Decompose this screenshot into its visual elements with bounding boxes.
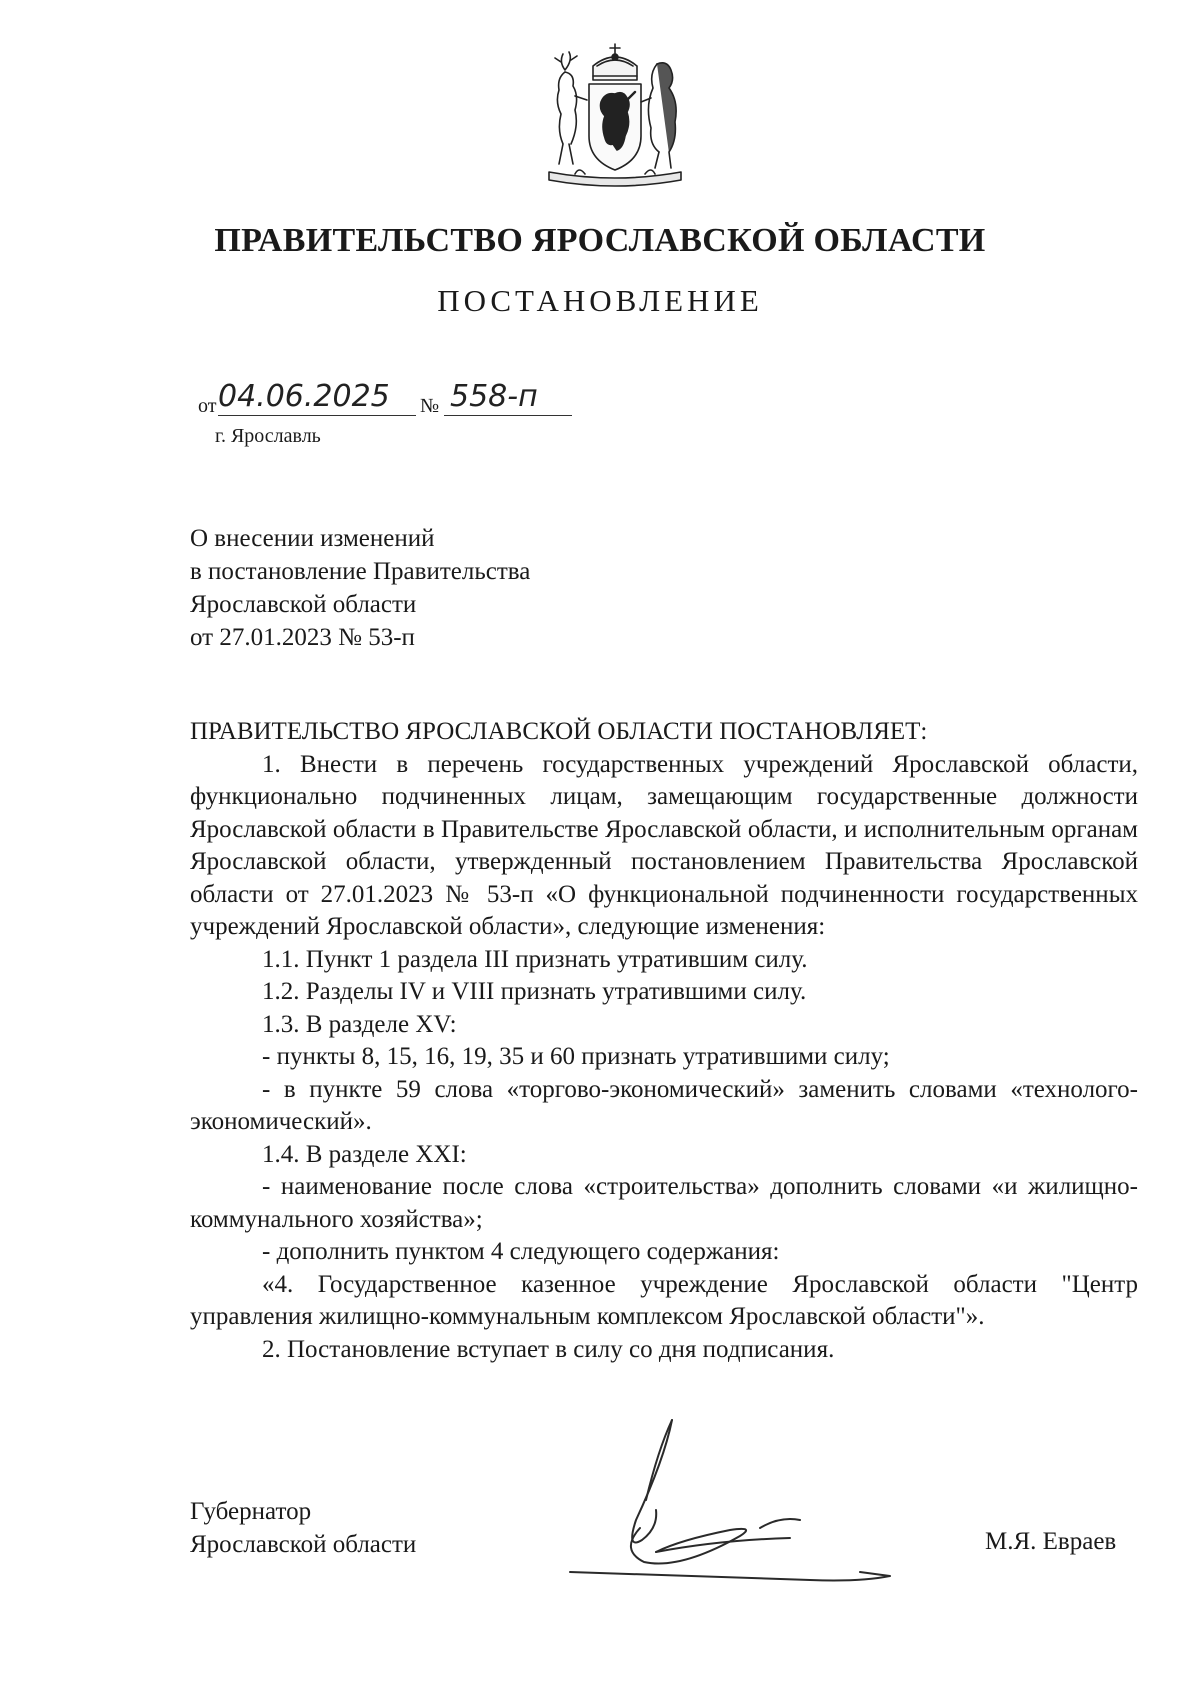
date-prefix: от: [198, 395, 217, 417]
date-underline: [218, 415, 416, 416]
subject-line: Ярославской области: [190, 591, 417, 618]
document-subject: [190, 522, 530, 654]
city: г. Ярославль: [215, 425, 321, 447]
signatory-position: [190, 1495, 416, 1561]
subject-line: в постановление Правительства: [190, 558, 531, 585]
item-1-1: 1.1. Пункт 1 раздела III признать утратившим силу.: [262, 945, 808, 973]
item-1-4-b: - дополнить пунктом 4 следующего содержания:: [262, 1238, 780, 1265]
document-body: [190, 716, 1138, 1366]
item-1-2: 1.2. Разделы IV и VIII признать утратившими силу.: [262, 978, 807, 1005]
item-1-3: 1.3. В разделе XV:: [262, 1010, 457, 1038]
item-1-4-a: - наименование после слова «строительства» дополнить словами «и жилищно-коммунального хозяйства»;: [190, 1173, 1138, 1233]
subject-line: О внесении изменений: [190, 525, 435, 552]
item-1-3-a: - пункты 8, 15, 16, 19, 35 и 60 признать утратившими силу;: [262, 1043, 890, 1070]
document-type: ПОСТАНОВЛЕНИЕ: [437, 283, 763, 318]
position-line: Ярославской области: [190, 1531, 417, 1558]
item-1-4-c: «4. Государственное казенное учреждение Ярославской области "Центр управления жилищно-коммунальным комплексом Ярославской области"».: [190, 1270, 1138, 1330]
preamble: ПРАВИТЕЛЬСТВО ЯРОСЛАВСКОЙ ОБЛАСТИ ПОСТАНОВЛЯЕТ:: [190, 718, 928, 745]
item-1-4: 1.4. В разделе XXI:: [262, 1140, 467, 1168]
yaroslavl-coat-of-arms-icon: [535, 40, 695, 200]
number-value: 558-п: [450, 379, 538, 414]
signatory-name: М.Я. Евраев: [985, 1528, 1117, 1555]
item-1-3-b: - в пункте 59 слова «торгово-экономический» заменить словами «технолого-экономический».: [190, 1075, 1138, 1135]
date-value: 04.06.2025: [218, 379, 390, 414]
position-line: Губернатор: [190, 1498, 312, 1525]
organization-title: ПРАВИТЕЛЬСТВО ЯРОСЛАВСКОЙ ОБЛАСТИ: [214, 222, 986, 259]
number-underline: [444, 415, 572, 416]
handwritten-signature-icon: [560, 1400, 940, 1600]
item-2: 2. Постановление вступает в силу со дня подписания.: [262, 1335, 835, 1363]
item-1: 1. Внести в перечень государственных учреждений Ярославской области, функционально подчиненных лицам, замещающим государственные должности Ярославской области в Правительстве Ярославской области, и исполнительным органам Ярославской области, утвержденный постановлением Правительства Ярославской области от 27.01.2023 № 53-п «О функциональной подчиненности государственных учреждений Ярославской области», следующие изменения:: [190, 750, 1138, 940]
number-prefix: №: [420, 395, 440, 417]
subject-line: от 27.01.2023 № 53-п: [190, 624, 415, 651]
